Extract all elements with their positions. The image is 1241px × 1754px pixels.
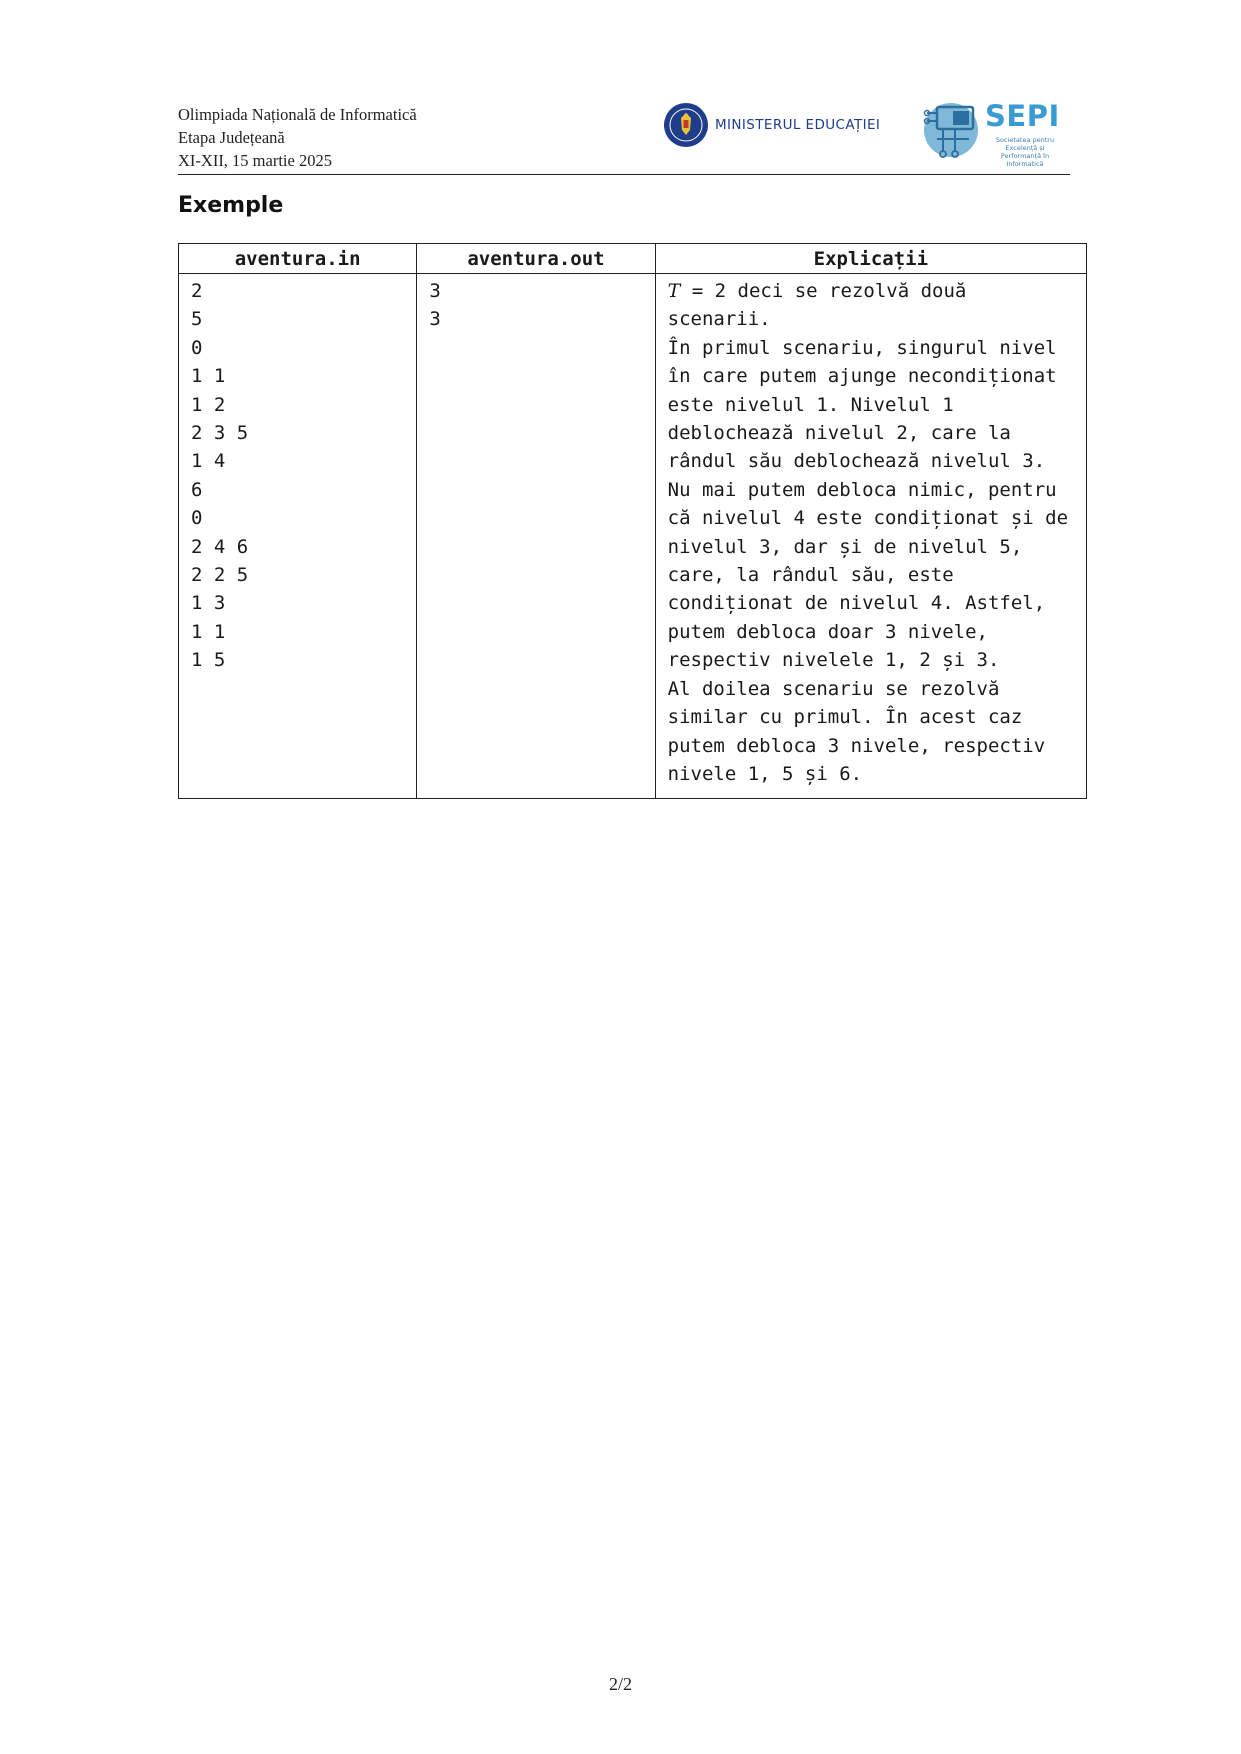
input-line: 5 (191, 308, 203, 331)
grade-date: XI-XII, 15 martie 2025 (178, 151, 332, 170)
input-line: 2 2 5 (191, 563, 249, 586)
page-number: 2/2 (608, 1674, 632, 1694)
page-header (178, 99, 1070, 175)
input-line: 1 1 (191, 620, 226, 643)
input-line: 0 (191, 336, 203, 359)
math-variable: T (667, 280, 681, 302)
stage-name: Etapa Județeană (178, 128, 285, 147)
explanation-cell (655, 274, 1086, 799)
math-equals: = 2 (680, 280, 727, 302)
input-line: 2 4 6 (191, 535, 249, 558)
olympiad-name: Olimpiada Națională de Informatică (178, 105, 417, 124)
sepi-name: SEPI (985, 99, 1060, 133)
explanation-paragraph-2: În primul scenariu, singurul nivel în care putem ajunge necondiționat este nivelul 1. Nivelul 1 deblochează nivelul 2, care la rândul său deblochează nivelul 3. Nu mai putem debloca nimic, pentru că nivelul 4 este condiționat și de nivelul 3, dar și de nivelul 5, care, la rândul său, este condiționat de nivelul 4. Astfel, putem debloca doar 3 nivele, respectiv nivelele 1, 2 și 3. (667, 336, 1069, 672)
explanation-intro: deci se rezolvă două scenarii. (667, 280, 967, 331)
sepi-emblem-icon (923, 99, 985, 163)
table-header-row (179, 244, 1087, 274)
header-explanation: Explicații (655, 244, 1086, 274)
sepi-subtitle: Societatea pentru Excelență și Performanță în Informatică (995, 136, 1055, 168)
output-line: 3 (429, 308, 441, 331)
input-line: 1 3 (191, 592, 226, 615)
input-line: 2 (191, 280, 203, 302)
output-line: 3 (429, 280, 441, 302)
header-input-file: aventura.in (179, 244, 417, 274)
header-output-file: aventura.out (417, 244, 655, 274)
sepi-logo (923, 99, 1073, 168)
table-row (179, 274, 1087, 799)
ministry-logo (663, 102, 880, 148)
input-cell (179, 274, 417, 799)
output-cell (417, 274, 655, 799)
explanation-paragraph-1 (668, 277, 1074, 334)
input-line: 1 1 (191, 365, 226, 388)
input-line: 1 4 (191, 450, 226, 473)
input-line: 0 (191, 507, 203, 530)
explanation-paragraph-3: Al doilea scenariu se rezolvă similar cu primul. În acest caz putem debloca 3 nivele, respectiv nivele 1, 5 și 6. (667, 677, 1046, 785)
government-seal-icon (663, 102, 709, 148)
section-title: Exemple (178, 193, 284, 218)
input-line: 2 3 5 (191, 421, 249, 444)
input-line: 1 2 (191, 393, 226, 416)
input-line: 1 5 (191, 649, 226, 672)
examples-table (178, 243, 1087, 799)
header-text (178, 103, 417, 172)
ministry-name: MINISTERUL EDUCAȚIEI (715, 117, 881, 133)
input-line: 6 (191, 478, 203, 501)
